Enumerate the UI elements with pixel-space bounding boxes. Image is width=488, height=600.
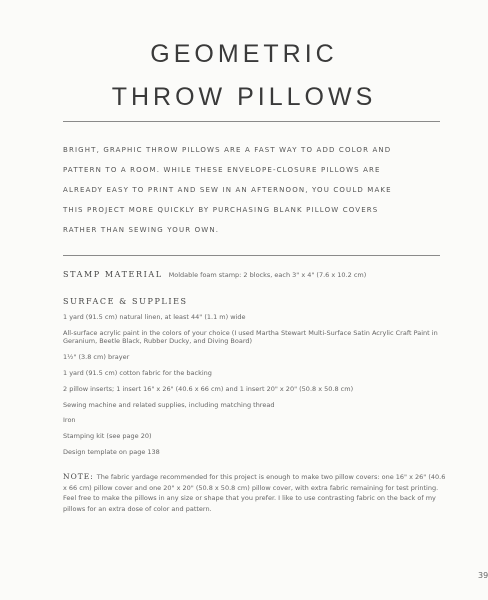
intro-line: THIS PROJECT MORE QUICKLY BY PURCHASING BLANK PILLOW COVERS [63, 206, 379, 214]
note-label: NOTE: [63, 472, 94, 481]
intro-line: PATTERN TO A ROOM. WHILE THESE ENVELOPE-CLOSURE PILLOWS ARE [63, 166, 381, 174]
list-item: Iron [63, 416, 76, 425]
title-divider [63, 121, 440, 122]
list-item: 1 yard (91.5 cm) cotton fabric for the backing [63, 368, 212, 377]
supplies-list [63, 313, 443, 464]
list-item: 2 pillow inserts; 1 insert 16" x 26" (40.6 x 66 cm) and 1 insert 20" x 20" (50.8 x 50.8 cm) [63, 384, 354, 393]
note-paragraph [63, 472, 448, 514]
stamp-material-description: Moldable foam stamp: 2 blocks, each 3" x 4" (7.6 x 10.2 cm) [168, 271, 367, 279]
page-title-line-2: THROW PILLOWS [111, 83, 377, 111]
intro-line: BRIGHT, GRAPHIC THROW PILLOWS ARE A FAST WAY TO ADD COLOR AND [63, 146, 392, 154]
list-item: 1 yard (91.5 cm) natural linen, at least 44" (1.1 m) wide [63, 313, 246, 321]
intro-line: ALREADY EASY TO PRINT AND SEW IN AN AFTERNOON, YOU COULD MAKE [63, 186, 392, 194]
stamp-material-section [63, 270, 366, 279]
stamp-material-heading: STAMP MATERIAL [63, 270, 163, 279]
intro-divider [63, 255, 440, 256]
page-title-line-1: GEOMETRIC [150, 40, 338, 68]
list-item: Sewing machine and related supplies, including matching thread [63, 400, 275, 409]
intro-line: RATHER THAN SEWING YOUR OWN. [63, 226, 220, 234]
list-item: All-surface acrylic paint in the colors of your choice (I used Martha Stewart Multi-Surface Satin Acrylic Craft Paint in Geranium, Beetle Black, Rubber Ducky, and Diving Board) [63, 328, 438, 346]
list-item: 1½" (3.8 cm) brayer [63, 353, 130, 362]
note-text: The fabric yardage recommended for this project is enough to make two pillow covers: one 16" x 26" (40.6 x 66 cm) pillow cover and one 20" x 20" (50.8 x 50.8 cm) pillow cover, with extra fabric remaining for test printing. Feel free to make the pillows in any size or shape that you prefer. I like to use contrasting fabric on the back of my pillows for an extra dose of color and pattern. [63, 473, 446, 513]
page-number: 39 [478, 571, 488, 580]
surface-supplies-heading: SURFACE & SUPPLIES [63, 297, 188, 306]
list-item: Design template on page 138 [63, 447, 160, 456]
list-item: Stamping kit (see page 20) [63, 432, 152, 441]
intro-paragraph [63, 140, 448, 240]
